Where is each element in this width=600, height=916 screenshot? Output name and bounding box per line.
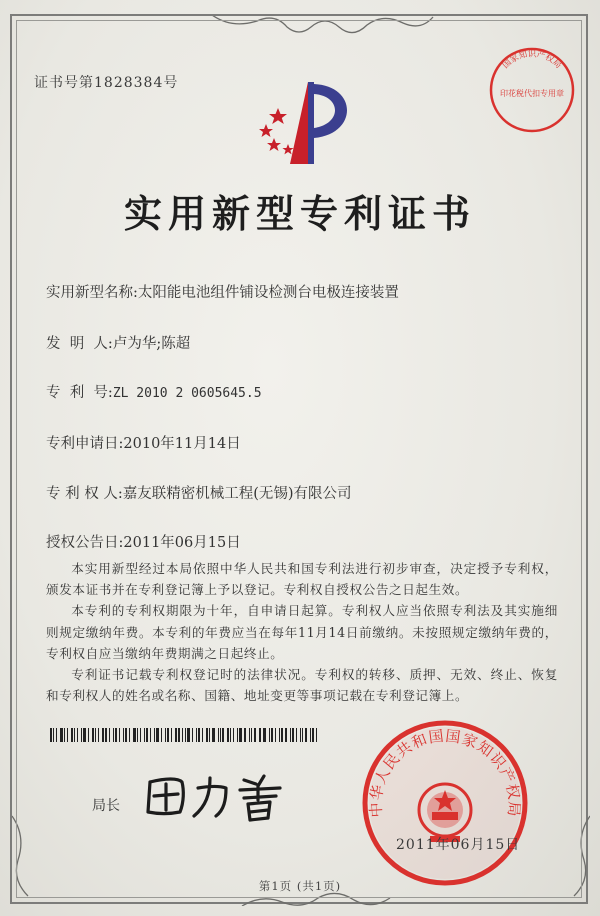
official-seal-large — [360, 718, 530, 888]
barcode-bar — [206, 728, 208, 742]
barcode-bar — [129, 728, 130, 742]
barcode-bar — [154, 728, 155, 742]
barcode-bar — [50, 728, 52, 742]
barcode-bar — [140, 728, 141, 742]
field-label: 专 利 权 人: — [46, 486, 123, 502]
barcode-bar — [316, 728, 317, 742]
barcode-bar — [202, 728, 203, 742]
body-paragraph: 本专利的专利权期限为十年，自申请日起算。专利权人应当依照专利法及其实施细则规定缴纳年费。本专利的年费应当在每年11月14日前缴纳。未按照规定缴纳年费的，专利权自应当缴纳年费期满之日起终止。 — [46, 603, 558, 661]
barcode-bar — [220, 728, 221, 742]
field-value: 2010年11月14日 — [123, 436, 241, 452]
director-signature — [140, 760, 300, 830]
barcode-bar — [81, 728, 82, 742]
field-label: 专利申请日: — [46, 436, 124, 452]
barcode-bar — [239, 728, 242, 742]
barcode-bar — [292, 728, 295, 742]
seal-small-ring-text: 国家知识产权局 — [500, 49, 564, 71]
barcode-bar — [300, 728, 301, 742]
barcode-bar — [144, 728, 146, 742]
barcode-bar — [209, 728, 210, 742]
barcode-bar — [259, 728, 260, 742]
barcode-bar — [212, 728, 215, 742]
barcode-bar — [218, 728, 219, 742]
field-patentee — [46, 482, 352, 503]
barcode-bar — [269, 728, 270, 742]
field-inventor — [46, 332, 190, 353]
barcode-bar — [285, 728, 287, 742]
barcode-bar — [310, 728, 311, 742]
certificate-body — [46, 558, 558, 706]
barcode-bar — [233, 728, 234, 742]
barcode-bar — [109, 728, 110, 742]
barcode-bar — [290, 728, 291, 742]
field-value: 太阳能电池组件铺设检测台电极连接装置 — [137, 285, 399, 301]
barcode-bar — [53, 728, 54, 742]
barcode-bar — [56, 728, 57, 742]
barcode-bar — [192, 728, 193, 742]
barcode-bar — [146, 728, 148, 742]
barcode-bar — [77, 728, 78, 742]
barcode-bar — [71, 728, 73, 742]
field-label: 授权公告日: — [46, 535, 124, 551]
barcode-bar — [249, 728, 250, 742]
barcode-bar — [296, 728, 297, 742]
barcode-bar — [185, 728, 186, 742]
barcode-bar — [95, 728, 96, 742]
barcode-bar — [279, 728, 280, 742]
barcode-bar — [302, 728, 303, 742]
barcode-bar — [150, 728, 151, 742]
barcode-bar — [88, 728, 89, 742]
barcode-bar — [263, 728, 266, 742]
barcode-bar — [115, 728, 117, 742]
barcode-bar — [74, 728, 75, 742]
director-label: 局长 — [92, 798, 120, 814]
barcode-bar — [312, 728, 314, 742]
page-footer: 第1页 (共1页) — [258, 879, 342, 893]
field-value: 嘉友联精密机械工程(无锡)有限公司 — [122, 486, 352, 502]
field-label: 专 利 号: — [46, 385, 113, 401]
barcode-bar — [165, 728, 166, 742]
barcode-bar — [275, 728, 276, 742]
barcode-bar — [237, 728, 238, 742]
barcode-bar — [167, 728, 169, 742]
barcode-bar — [171, 728, 172, 742]
barcode-bar — [175, 728, 177, 742]
barcode-bar — [254, 728, 256, 742]
field-value: ZL 2010 2 0605645.5 — [112, 386, 262, 401]
barcode-bar — [281, 728, 283, 742]
barcode-bar — [271, 728, 273, 742]
field-value: 卢为华;陈超 — [112, 336, 191, 352]
barcode-bar — [105, 728, 108, 742]
barcode-bar — [113, 728, 114, 742]
field-label: 发 明 人: — [46, 336, 113, 352]
seal-date: 2011年06月15日 — [396, 837, 521, 853]
field-patent-number — [46, 381, 262, 402]
certificate-title: 实用新型专利证书 — [123, 191, 476, 236]
barcode-bar — [196, 728, 197, 742]
barcode-bar — [230, 728, 231, 742]
barcode-bar — [137, 728, 138, 742]
barcode-bar — [98, 728, 99, 742]
barcode-bar — [92, 728, 94, 742]
barcode-bar — [64, 728, 65, 742]
barcode-bar — [123, 728, 124, 742]
barcode — [50, 728, 320, 742]
patent-office-logo-icon — [250, 78, 360, 168]
seal-small-center-text: 印花税代扣专用章 — [500, 89, 564, 98]
barcode-bar — [305, 728, 307, 742]
field-utility-model-name — [46, 281, 399, 302]
barcode-bar — [119, 728, 120, 742]
barcode-bar — [67, 728, 69, 742]
barcode-bar — [260, 728, 261, 742]
barcode-bar — [161, 728, 162, 742]
barcode-bar — [244, 728, 246, 742]
barcode-bar — [156, 728, 159, 742]
body-paragraph: 本实用新型经过本局依照中华人民共和国专利法进行初步审查，决定授予专利权，颁发本证书并在专利登记簿上予以登记。专利权自授权公告之日起生效。 — [46, 561, 558, 598]
body-paragraph: 专利证书记载专利权登记时的法律状况。专利权的转移、质押、无效、终止、恢复和专利权人的姓名或名称、国籍、地址变更等事项记载在专利登记簿上。 — [46, 667, 558, 704]
barcode-bar — [198, 728, 200, 742]
field-grant-date — [46, 531, 241, 552]
seal-text: 中华人民共和国国家知识产权局 — [366, 726, 524, 818]
barcode-bar — [125, 728, 127, 742]
stamp-duty-seal — [488, 46, 576, 134]
barcode-bar — [251, 728, 252, 742]
barcode-bar — [187, 728, 190, 742]
barcode-bar — [60, 728, 63, 742]
field-label: 实用新型名称: — [46, 285, 138, 301]
barcode-bar — [83, 728, 86, 742]
field-value: 2011年06月15日 — [123, 535, 241, 551]
barcode-bar — [178, 728, 180, 742]
certificate-number: 证书号第1828384号 — [34, 75, 179, 91]
barcode-bar — [102, 728, 104, 742]
barcode-bar — [133, 728, 136, 742]
barcode-bar — [227, 728, 229, 742]
field-filing-date — [46, 432, 241, 453]
barcode-bar — [222, 728, 224, 742]
barcode-bar — [182, 728, 183, 742]
